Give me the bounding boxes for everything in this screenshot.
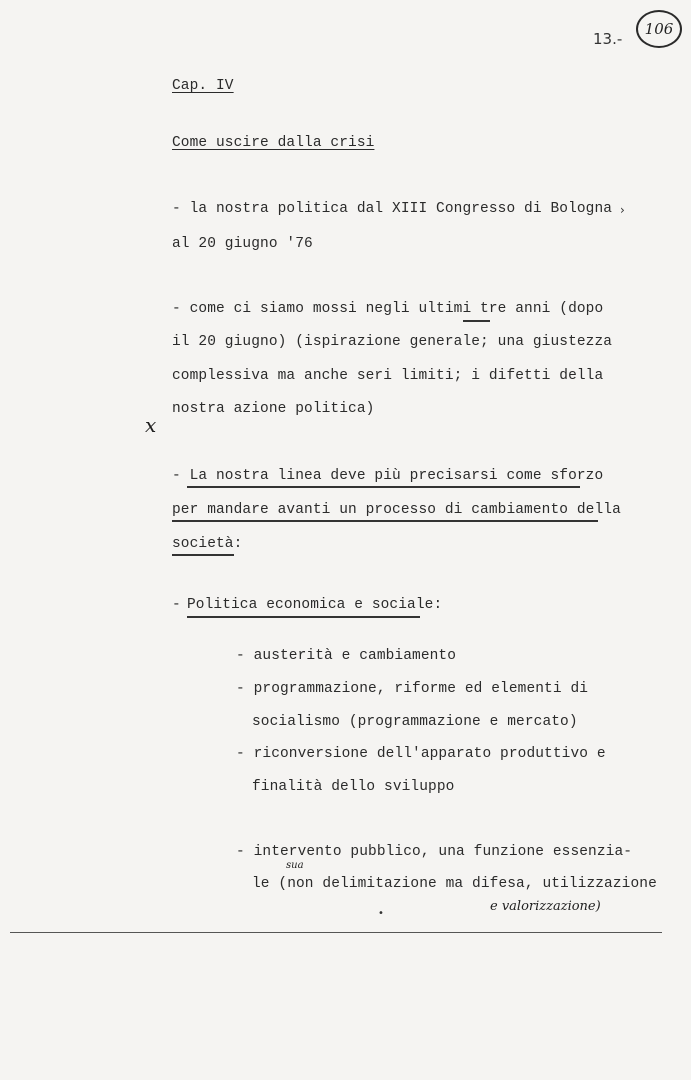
list-item: socialismo (programmazione e mercato) [252, 714, 578, 730]
handwritten-underline [187, 486, 580, 488]
list-item: - riconversione dell'apparato produttivo e [236, 746, 606, 762]
handwritten-insert: sua [286, 860, 304, 871]
paragraph-line: complessiva ma anche seri limiti; i difetti della [172, 368, 604, 384]
handwritten-underline [463, 320, 490, 322]
list-dash: - [172, 597, 181, 613]
section-title: Come uscire dalla crisi [172, 135, 375, 151]
list-item: finalità dello sviluppo [252, 779, 455, 795]
handwritten-underline [172, 520, 598, 522]
circled-page-number: 106 [636, 10, 682, 48]
handwritten-underline [172, 554, 234, 556]
list-item: - intervento pubblico, una funzione essenzia- [236, 844, 633, 860]
margin-mark: › [620, 203, 625, 217]
paragraph-line: il 20 giugno) (ispirazione generale; una giustezza [172, 334, 613, 350]
paragraph-line: al 20 giugno '76 [172, 236, 313, 252]
paragraph-line: nostra azione politica) [172, 401, 375, 417]
list-item: le (non delimitazione ma difesa, utilizzazione [252, 876, 657, 892]
bottom-rule [10, 932, 662, 933]
chapter-heading: Cap. IV [172, 78, 234, 94]
list-item: - programmazione, riforme ed elementi di [236, 681, 589, 697]
paragraph-line: - La nostra linea deve più precisarsi come sforzo [172, 468, 604, 484]
paragraph-line: - la nostra politica dal XIII Congresso di Bologna [172, 201, 613, 217]
paragraph-line: per mandare avanti un processo di cambiamento della [172, 502, 621, 518]
paragraph-line: - come ci siamo mossi negli ultimi tre anni (dopo [172, 301, 604, 317]
page-number: 13.- [593, 30, 623, 48]
margin-x-mark: x [145, 413, 157, 437]
ink-dot: • [378, 908, 384, 919]
handwritten-insert: e valorizzazione) [490, 899, 601, 914]
paragraph-line: società: [172, 536, 243, 552]
handwritten-underline [187, 616, 420, 618]
subsection-heading: Politica economica e sociale: [187, 597, 443, 613]
list-item: - austerità e cambiamento [236, 648, 457, 664]
